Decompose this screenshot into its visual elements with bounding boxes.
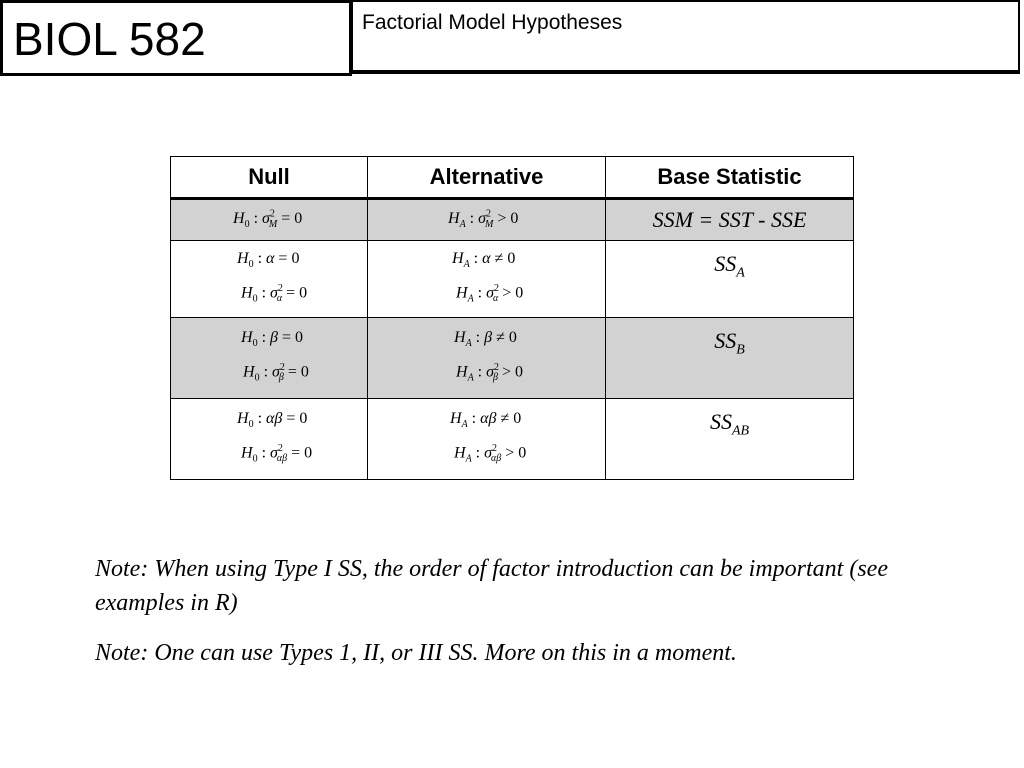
base-statistic: SS [714,251,737,276]
alt-hypothesis: $H_A$ : β ≠ 0 [454,328,517,349]
note-type-i: Note: When using Type I SS, the order of factor introduction can be important (see examples in R) [95,556,888,616]
null-hypothesis: $H_0$ : $\sigma^2_\beta = 0$ [243,361,309,384]
alt-hypothesis: $H_A$ : $\sigma^2_\beta > 0$ [456,361,524,384]
null-hypothesis: $H_0$ : α = 0 [237,249,300,270]
stat-cell [606,318,854,399]
alt-hypothesis: $H_A$ : $\sigma^2_\alpha > 0$ [456,282,524,305]
null-cell [171,318,368,399]
table-row [171,199,854,241]
alt-cell [368,241,606,318]
base-statistic: SS [709,409,732,434]
course-title-box [0,0,352,76]
base-statistic: SS [714,328,737,353]
base-statistic: SSM = SST - SSE [652,207,807,232]
table-header-row [171,157,854,199]
slide-title-box [352,0,1020,74]
null-hypothesis: $H_0$ : β = 0 [241,328,304,349]
alt-hypothesis: $H_A$ : α ≠ 0 [452,249,516,270]
hypotheses-table [170,156,854,480]
null-hypothesis: $H_0$ : αβ = 0 [237,409,308,430]
table-row [171,318,854,399]
header-null: Null [171,157,368,199]
null-cell [171,399,368,480]
header-base-statistic: Base Statistic [606,157,854,199]
alt-cell [368,399,606,480]
base-statistic-subscript: A [736,265,745,281]
stat-cell [606,241,854,318]
table-row [171,241,854,318]
stat-cell [606,399,854,480]
slide-title: Factorial Model Hypotheses [362,11,623,34]
null-hypothesis: $H_0$ : $\sigma^2_{\alpha\beta} = 0$ [241,442,313,465]
course-code: BIOL 582 [13,13,206,65]
alt-cell [368,199,606,241]
null-cell [171,199,368,241]
null-cell [171,241,368,318]
notes [95,552,895,686]
alt-hypothesis: $H_A$ : αβ ≠ 0 [450,409,522,430]
base-statistic-subscript: AB [731,423,750,439]
alt-hypothesis: $H_A$ : $\sigma^2_M > 0$ [448,208,519,231]
null-hypothesis: $H_0$ : $\sigma^2_M = 0$ [233,208,303,231]
alt-cell [368,318,606,399]
note-ss-types: Note: One can use Types 1, II, or III SS. More on this in a moment. [95,640,737,666]
null-hypothesis: $H_0$ : $\sigma^2_\alpha = 0$ [241,282,308,305]
stat-cell [606,199,854,241]
header-alternative: Alternative [368,157,606,199]
base-statistic-subscript: B [736,342,745,358]
alt-hypothesis: $H_A$ : $\sigma^2_{\alpha\beta} > 0$ [454,442,527,465]
table-row [171,399,854,480]
